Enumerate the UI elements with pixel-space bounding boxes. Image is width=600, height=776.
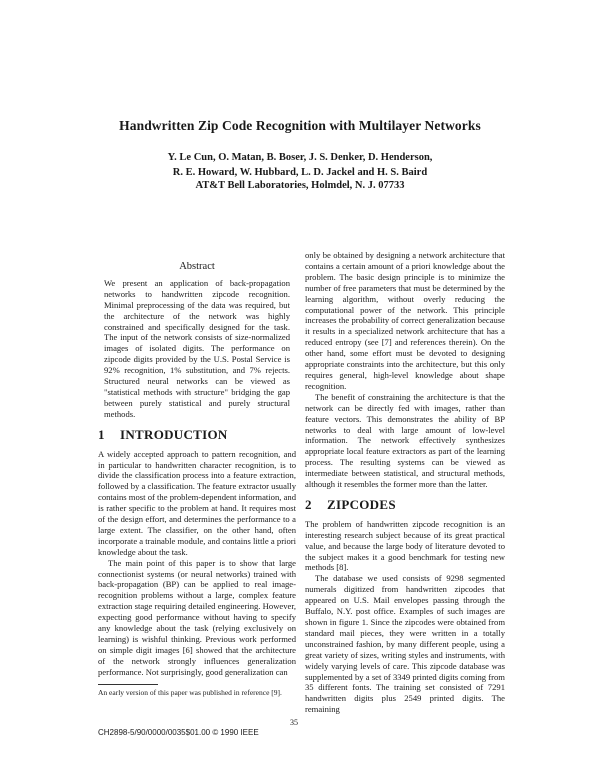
- author-list: [0, 150, 600, 180]
- paper-title: Handwritten Zip Code Recognition with Multilayer Networks: [119, 118, 481, 133]
- left-column: [98, 262, 296, 697]
- section-2-title: ZIPCODES: [327, 496, 396, 512]
- author-line-1: Y. Le Cun, O. Matan, B. Boser, J. S. Denker, D. Henderson,: [167, 152, 433, 163]
- section-2-heading: [305, 496, 505, 512]
- author-line-2: R. E. Howard, W. Hubbard, L. D. Jackel and H. S. Baird: [172, 167, 428, 178]
- zipcodes-paragraph-2: The database we used consists of 9298 segmented numerals digitized from handwritten zipcodes that appeared on U.S. Mail envelopes passing through the Buffalo, N.Y. post office. Examples of such images are shown in figure 1. Since the zipcodes were obtained from standard mail pieces, they were written in a totally unconstrained fashion, by many different people, using a great variety of sizes, writing styles and instruments, with widely varying levels of care. This zipcode database was supplemented by a set of 3349 printed digits coming from 35 different fonts. The training set consisted of 7291 handwritten digits plus 2549 printed digits. The remaining: [305, 573, 505, 715]
- affiliation: AT&T Bell Laboratories, Holmdel, N. J. 07733: [195, 180, 405, 191]
- page-number: 35: [290, 718, 298, 727]
- intro-paragraph-2: The main point of this paper is to show that large connectionist systems (or neural networks) trained with back-propagation (BP) can be applied to real image-recognition problems without a large, complex feature extraction stage requiring detailed engineering. However, expecting good performance without having to specify any knowledge about the task (relying exclusively on learning) is wishful thinking. Previous work performed on simple digit images [6] showed that the architecture of the network strongly influences generalization performance. Not surprisingly, good generalization can: [98, 557, 296, 677]
- intro-paragraph-1: A widely accepted approach to pattern recognition, and in particular to handwritten character recognition, is to divide the classification process into a feature extraction, followed by a classification. The feature extractor usually contains most of the problem-dependent information, and is rather specific to the problem at hand. It requires most of the design effort, and determines the performance to a large extent. The classifier, on the other hand, often incorporate a trainable module, and contains little a priori knowledge about the task.: [98, 448, 296, 557]
- footnote: An early version of this paper was published in reference [9].: [98, 687, 282, 697]
- right-paragraph-2: The benefit of constraining the architecture is that the network can be directly fed with images, rather than feature vectors. This demonstrates the ability of BP networks to deal with large amount of low-level information. The network effectively synthesizes appropriate local feature extractors as part of the learning process. The resulting systems can be viewed as intermediate between statistical, and structural methods, although it resembles the former more than the latter.: [305, 391, 505, 490]
- section-1-heading: [98, 426, 296, 442]
- footer-code: CH2898-5/90/0000/0035$01.00 © 1990 IEEE: [98, 728, 259, 737]
- section-1-number: 1: [98, 426, 105, 442]
- section-1-title: INTRODUCTION: [120, 426, 228, 442]
- right-column: [305, 250, 505, 715]
- right-paragraph-1: only be obtained by designing a network architecture that contains a certain amount of a priori knowledge about the problem. The basic design principle is to minimize the number of free parameters that must be determined by the learning algorithm, without overly reducing the computational power of the network. This principle increases the probability of correct generalization because it results in a specialized network architecture that has a reduced entropy (see [7] and references therein). On the other hand, some effort must be devoted to designing appropriate constraints into the architecture, but this only requires general, high-level knowledge about shape recognition.: [305, 250, 505, 391]
- abstract-heading: Abstract: [179, 261, 215, 272]
- abstract-text: We present an application of back-propagation networks to handwritten zipcode recognition. Minimal preprocessing of the data was required, but the architecture of the network was highly constrained and specifically designed for the task. The input of the network consists of size-normalized images of isolated digits. The performance on zipcode digits provided by the U.S. Postal Service is 92% recognition, 1% substitution, and 7% rejects. Structured neural networks can be viewed as "statistical methods with structure" bridging the gap between purely statistical and purely structural methods.: [104, 277, 290, 419]
- zipcodes-paragraph-1: The problem of handwritten zipcode recognition is an interesting research subject because of its great practical value, and because the large body of literature devoted to the subject makes it a good benchmark for testing new methods [8].: [305, 518, 505, 573]
- footnote-rule: [98, 684, 158, 685]
- section-2-number: 2: [305, 496, 312, 512]
